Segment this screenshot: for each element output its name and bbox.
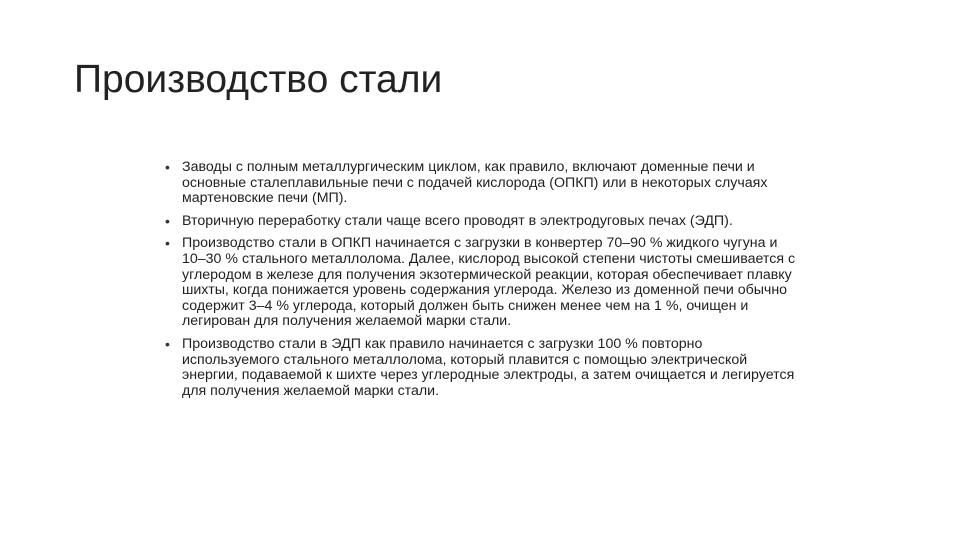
- bullet-text: Заводы с полным металлургическим циклом, как правило, включают доменные печи и основные сталеплавильные печи с подачей кислорода (ОПКП) или в некоторых случаях мартеновские печи (МП).: [182, 159, 768, 207]
- bullet-marker: •: [165, 212, 170, 229]
- bullet-item: [160, 337, 800, 399]
- bullet-list: [160, 160, 800, 406]
- bullet-item: [160, 160, 800, 207]
- bullet-text: Производство стали в ЭДП как правило начинается с загрузки 100 % повторно используемого стального металлолома, который плавится с помощью электрической энергии, подаваемой к шихте через углеродные электроды, а затем очищается и легируется для получения желаемой марки стали.: [182, 335, 795, 399]
- bullet-marker: •: [165, 159, 170, 175]
- bullet-marker: •: [165, 335, 170, 352]
- bullet-text: Вторичную переработку стали чаще всего проводят в электродуговых печах (ЭДП).: [182, 212, 733, 229]
- bullet-item: [160, 214, 800, 230]
- bullet-marker: •: [165, 235, 170, 252]
- bullet-text: Производство стали в ОПКП начинается с загрузки в конвертер 70–90 % жидкого чугуна и 10–30 % стального металлолома. Далее, кислород высокой степени чистоты смешивается с углеродом в железе для получения экзотермической реакции, которая обеспечивает плавку шихты, когда понижается уровень содержания углерода. Железо из доменной печи обычно содержит 3–4 % углерода, который должен быть снижен менее чем на 1 %, очищен и легирован для получения желаемой марки стали.: [182, 235, 796, 330]
- bullet-item: [160, 236, 800, 330]
- slide-title: Производство стали: [74, 58, 443, 101]
